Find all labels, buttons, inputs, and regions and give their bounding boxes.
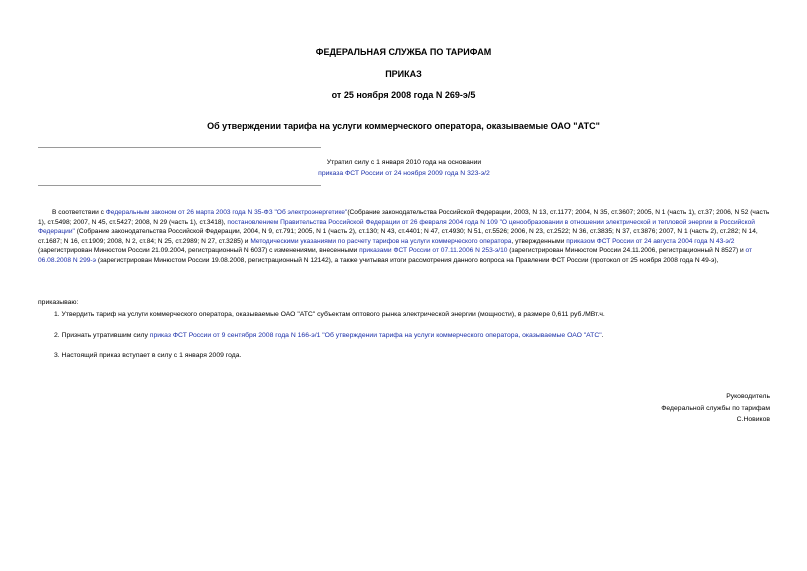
preamble-text: (Собрание законодательства Российской Федерации, 2004, N 9, ст.791; 2005, N 1 (часть 2), ст.130; N 43, ст.4401; N 47, ст.4930; N 51, ст.5526; 2006, N 23, ст.2522; N 36, ст.3835; N 37, ст.3876; 2007, N 1 (часть 2), ст.282; N 14, ст.1687; N 16, ст.1909; 2008, N 2, ст.84; N 25, ст.2989; N 27, ст.3285) и [38, 228, 758, 245]
document-title: Об утверждении тарифа на услуги коммерческого оператора, оказываемые ОАО "АТС" [207, 121, 600, 131]
fst-order-2006-link[interactable]: приказами ФСТ России от 07.11.2006 N 253-э/10 [359, 247, 508, 255]
methodical-guidelines-link[interactable]: Методическими указаниями по расчету тарифов на услуги коммерческого оператора [250, 237, 512, 245]
order-word: приказываю: [38, 299, 79, 306]
signatory-position: Руководитель [726, 393, 770, 400]
signatory-name: С.Новиков [736, 416, 770, 423]
preamble-text: В соответствии с [52, 209, 106, 216]
agency-name: ФЕДЕРАЛЬНАЯ СЛУЖБА ПО ТАРИФАМ [315, 47, 492, 57]
status-note: Утратил силу с 1 января 2010 года на основании [326, 159, 482, 166]
item-2-end: . [601, 332, 604, 339]
signatory-organization: Федеральной службы по тарифам [661, 405, 770, 412]
preamble-text: (Собрание законодательства Российской Федерации, 2003, N 13, ст.1177; 2004, N 35, ст.3607; 2005, N 1 (часть 1), ст.37; 2006, N 52 (часть 1), ст.5498; 2007, N 45, ст.5427; 2008, N 29 (часть 1), ст.3418), [38, 209, 770, 226]
divider-bottom [38, 185, 321, 186]
preamble-text: , утвержденными [511, 237, 567, 245]
federal-law-link[interactable]: Федеральным законом от 26 марта 2003 года N 35-ФЗ "Об электроэнергетике" [105, 209, 348, 216]
document-date-number: от 25 ноября 2008 года N 269-э/5 [331, 90, 476, 100]
fst-order-2008-link[interactable]: от 06.08.2008 N 299-э [38, 247, 753, 264]
repeal-order-link[interactable]: приказа ФСТ России от 24 ноября 2009 года N 323-э/2 [318, 170, 490, 177]
preamble-text: (зарегистрирован Минюстом России 19.08.2008, регистрационный N 12142), а также учитывая итоги рассмотрения данного вопроса на Правлении ФСТ России (протокол от 25 ноября 2008 года N 49-э), [96, 256, 719, 264]
government-decree-link[interactable]: постановлением Правительства Российской Федерации от 26 февраля 2004 года N 109 "О ценообразовании в отношении электрической и тепловой энергии в Российской Федерации" [38, 218, 755, 236]
order-item-3: 3. Настоящий приказ вступает в силу с 1 января 2009 года. [54, 352, 242, 359]
item-2-text: 2. Признать утратившим силу [54, 332, 150, 339]
preamble-paragraph [38, 208, 771, 266]
order-item-1: 1. Утвердить тариф на услуги коммерческого оператора, оказываемые ОАО "АТС" субъектам оптового рынка электрической энергии (мощности), в размере 0,611 руб./МВт.ч. [54, 311, 605, 318]
preamble-text: (зарегистрирован Минюстом России 24.11.2006, регистрационный N 8527) и [507, 247, 746, 255]
repealed-order-link[interactable]: приказ ФСТ России от 9 сентября 2008 года N 166-э/1 "Об утверждении тарифа на услуги коммерческого оператора, оказываемые ОАО "АТС" [149, 332, 602, 339]
fst-order-2004-link[interactable]: приказом ФСТ России от 24 августа 2004 года N 43-э/2 [566, 237, 735, 245]
document-type: ПРИКАЗ [385, 69, 422, 79]
divider-top [38, 147, 321, 148]
order-item-2 [54, 331, 604, 341]
preamble-text: (зарегистрирован Минюстом России 21.09.2004, регистрационный N 6037) с изменениями, внесенными [38, 247, 360, 255]
